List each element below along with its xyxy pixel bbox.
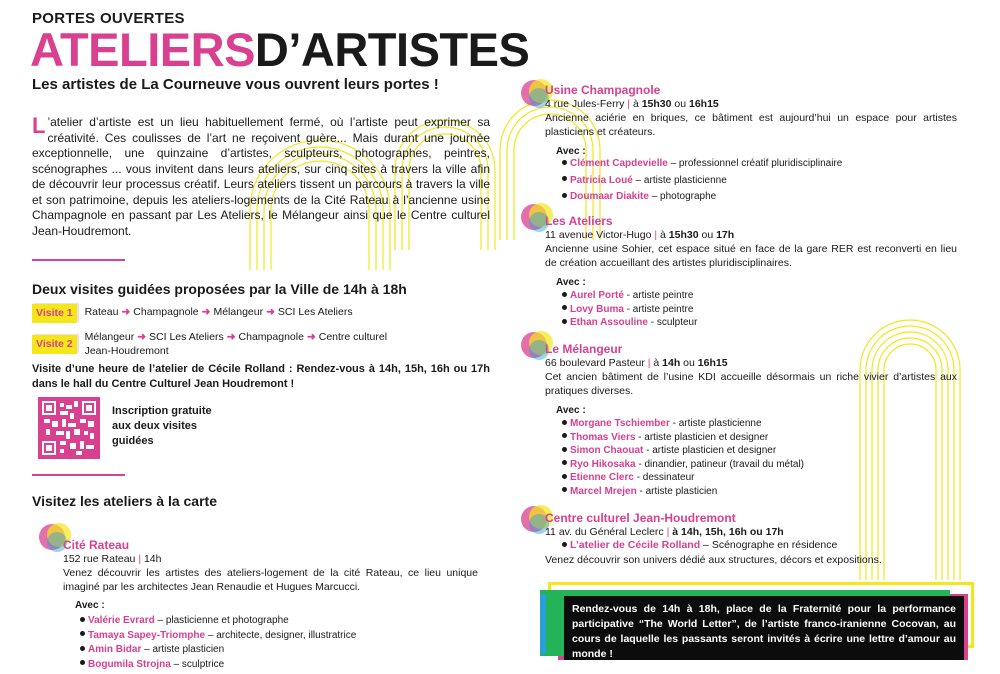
artist-role: – plasticienne et photographe [154, 615, 289, 626]
ateliers-title: Les Ateliers [545, 214, 613, 228]
kicker: PORTES OUVERTES [32, 10, 185, 27]
champagnole-description: Ancienne aciérie en briques, ce bâtiment est aujourd’hui un espace pour artistes plasticiens et créateurs. [545, 112, 957, 138]
list-item [80, 658, 356, 672]
artist-name: Etienne Clerc [570, 472, 634, 483]
artist-name: Thomas Viers [570, 431, 636, 443]
visit-1-route [85, 304, 353, 323]
separator: | [654, 229, 658, 241]
melangeur-description: Cet ancien bâtiment de l’usine KDI accueille désormais un riche vivier d’artistes aux pratiques diverses. [545, 371, 957, 397]
artist-name: Valérie Evrard [88, 615, 155, 626]
list-item [562, 316, 697, 330]
artist-name: Doumaar Diakite [570, 191, 649, 202]
stop-continued: Jean-Houdremont [84, 345, 169, 357]
bullet-icon [562, 460, 567, 465]
bullet-icon [80, 646, 85, 651]
rolland-visit-text: Visite d’une heure de l’atelier de Cécile Rolland : Rendez-vous à 14h, 15h, 16h ou 17h dans le hall du Centre Culturel Jean Houdremont ! [32, 363, 490, 390]
stop: SCI Les Ateliers [149, 331, 224, 343]
bullet-icon [562, 176, 567, 181]
houdremont-title: Centre culturel Jean-Houdremont [545, 511, 736, 525]
houdremont-address-line [545, 526, 784, 538]
page-title [30, 23, 530, 76]
melangeur-address-line [545, 357, 728, 369]
melangeur-address: 66 boulevard Pasteur [545, 357, 645, 369]
visit-2-row [32, 329, 492, 358]
arrow-icon: ➜ [121, 306, 131, 318]
artist-role: - artiste peintre [623, 290, 694, 301]
list-item [562, 157, 842, 171]
list-item [562, 458, 804, 472]
time-b: 16h15 [697, 357, 728, 369]
rateau-description: Venez découvrir les artistes des ateliers-logement de la cité Rateau, ce lieu unique imaginé par les architectes Jean Renaudie et Hugues Marcucci. [63, 567, 478, 593]
bullet-icon [562, 292, 567, 297]
guided-visits-heading: Deux visites guidées proposées par la Ville de 14h à 18h [32, 281, 407, 297]
title-part-ateliers: ATELIERS [30, 23, 255, 76]
artist-name: Marcel Mrejen [570, 485, 637, 497]
artist-role: – artiste plasticienne [632, 174, 727, 186]
bullet-icon [562, 447, 567, 452]
melangeur-title: Le Mélangeur [545, 342, 623, 356]
bullet-icon [562, 160, 567, 165]
artist-name: Simon Chaouat [570, 445, 644, 456]
time-b: 16h15 [689, 98, 719, 110]
ateliers-description: Ancienne usine Sohier, cet espace situé en face de la gare RER est reconverti en lieu de création accueillant des artistes pluridisciplinaires. [545, 243, 957, 269]
time-a: 15h30 [668, 229, 699, 241]
ateliers-artist-list [562, 289, 697, 330]
artist-role: - artiste plasticien et designer [643, 445, 777, 456]
time-or: ou [671, 98, 689, 110]
stop: Centre culturel [318, 331, 388, 343]
separator: | [627, 98, 631, 110]
list-item [562, 417, 804, 431]
houdremont-time: à 14h, 15h, 16h ou 17h [672, 526, 784, 538]
list-item [80, 629, 356, 643]
houdremont-address: 11 av. du Général Leclerc [545, 526, 664, 538]
arrow-icon: ➜ [137, 331, 147, 343]
arrow-icon: ➜ [226, 331, 236, 343]
time-a: 15h30 [641, 98, 672, 110]
performance-box [540, 582, 974, 662]
artist-role: - artiste plasticien [636, 485, 718, 497]
champagnole-artist-list [562, 157, 842, 204]
list-item [80, 614, 356, 628]
bullet-icon [562, 319, 567, 324]
qr-code[interactable] [38, 397, 100, 459]
artist-name: Patricia Loué [570, 174, 633, 186]
list-item [562, 431, 804, 445]
bullet-icon [80, 617, 85, 622]
time-prefix: à [632, 98, 642, 110]
intro-text: ’atelier d’artiste est un lieu habituellement fermé, où l’artiste peut exprimer sa créativité. Ces coulisses de l’art ne reçoivent guère... Mais durant une journée exceptionnelle, une quinzaine d’artistes, sculpteurs, photographes, peintres, scénographes ... vous invitent dans leurs ateliers, sur cinq sites à travers la ville afin de découvrir leur processus créatif. Leurs ateliers tissent un parcours à travers la ville et son patrimoine, depuis les ateliers-logements de la Cité Rateau à l’ancienne usine Champagnole en passant par Les Ateliers, le Mélangeur ainsi que le Centre culturel Jean-Houdremont. [32, 115, 490, 238]
artist-name: Bogumila Strojna [88, 658, 171, 670]
artist-role: - dessinateur [633, 472, 695, 483]
visit-2-route [85, 329, 387, 358]
artist-name: Ryo Hikosaka [570, 458, 636, 470]
performance-text: Rendez-vous de 14h à 18h, place de la Fraternité pour la performance participative “The World Letter”, de l’artiste franco-iranienne Cocovan, au cours de laquelle les passants seront invités à écrire une lettre d’amour au monde ! [564, 596, 964, 660]
visit-1-badge: Visite 1 [32, 304, 77, 323]
stop: Mélangeur [84, 331, 135, 343]
intro-paragraph [32, 115, 490, 239]
frame-cyan [540, 594, 546, 654]
time-or: ou [698, 229, 717, 241]
artist-name: Tamaya Sapey-Triomphe [88, 629, 206, 641]
separator: | [138, 553, 142, 565]
artist-role: - artiste plasticienne [669, 418, 762, 429]
list-item [562, 444, 804, 458]
artist-name: Morgane Tschiember [570, 418, 670, 429]
bullet-icon [80, 631, 85, 636]
champagnole-address: 4 rue Jules-Ferry [545, 98, 625, 110]
champagnole-address-line [545, 98, 719, 110]
arrow-icon: ➜ [201, 306, 211, 318]
time-prefix: à [660, 229, 669, 241]
artist-role: - artiste plasticien et designer [635, 431, 769, 443]
stop: Champagnole [133, 306, 199, 318]
artist-role: - sculpteur [647, 317, 698, 328]
list-item [562, 471, 804, 485]
champagnole-title: Usine Champagnole [545, 83, 661, 97]
rateau-time: 14h [143, 553, 162, 565]
bullet-icon [562, 420, 567, 425]
arrow-icon: ➜ [266, 306, 275, 318]
dropcap: L [32, 113, 46, 138]
rateau-address-line [63, 553, 162, 565]
list-item [562, 485, 804, 499]
time-or: ou [680, 357, 698, 369]
rateau-avec: Avec : [75, 600, 105, 611]
qr-code-icon [42, 401, 96, 455]
artist-role: – artiste plasticien [141, 644, 225, 655]
artist-name: Ethan Assouline [570, 317, 648, 328]
bullet-icon [562, 433, 567, 438]
bullet-icon [80, 660, 85, 665]
subtitle: Les artistes de La Courneuve vous ouvrent leurs portes ! [32, 76, 439, 93]
divider [32, 474, 125, 476]
time-b: 17h [716, 229, 735, 241]
bullet-icon [562, 474, 567, 479]
stop: Mélangeur [213, 306, 264, 318]
rateau-artist-list [80, 614, 356, 671]
list-item [562, 190, 842, 204]
ateliers-avec: Avec : [556, 277, 586, 288]
stop: Rateau [84, 306, 119, 318]
artist-name: L’atelier de Cécile Rolland [570, 539, 701, 551]
time-a: 14h [662, 357, 681, 369]
separator: | [666, 526, 670, 538]
separator: | [647, 357, 651, 369]
melangeur-avec: Avec : [556, 405, 586, 416]
stop: SCI Les Ateliers [277, 306, 353, 318]
rateau-address: 152 rue Rateau [63, 553, 136, 565]
artist-role: - dinandier, patineur (travail du métal) [635, 458, 805, 470]
artist-role: - artiste peintre [623, 303, 694, 315]
carte-heading: Visitez les ateliers à la carte [32, 493, 217, 509]
artist-name: Clément Capdevielle [570, 158, 668, 169]
inscription-text: Inscription gratuite aux deux visites guidées [112, 405, 212, 447]
list-item [562, 289, 697, 303]
artist-role: – Scénographe en résidence [700, 539, 838, 551]
visit-1-row [32, 304, 492, 323]
bullet-icon [562, 542, 567, 547]
list-item [80, 643, 356, 657]
bullet-icon [562, 487, 567, 492]
artist-name: Aurel Porté [570, 290, 624, 301]
melangeur-artist-list [562, 417, 804, 498]
artist-role: – photographe [648, 191, 717, 202]
artist-name: Lovy Buma [570, 303, 624, 315]
visit-2-badge: Visite 2 [32, 335, 77, 354]
houdremont-artist [562, 539, 837, 553]
artist-name: Amin Bidar [88, 644, 142, 655]
artist-role: – sculptrice [170, 658, 225, 670]
rateau-title: Cité Rateau [63, 538, 130, 552]
champagnole-avec: Avec : [556, 146, 586, 157]
divider [32, 259, 125, 261]
list-item [562, 174, 842, 188]
artist-role: – architecte, designer, illustratrice [205, 629, 357, 641]
artist-role: – professionnel créatif pluridisciplinaire [667, 158, 843, 169]
title-part-artistes: D’ARTISTES [254, 23, 530, 76]
ateliers-address-line [545, 229, 734, 241]
bullet-icon [562, 305, 567, 310]
arrow-icon: ➜ [306, 331, 316, 343]
bullet-icon [562, 193, 567, 198]
list-item [562, 303, 697, 317]
time-prefix: à [653, 357, 663, 369]
stop: Champagnole [238, 331, 304, 343]
ateliers-address: 11 avenue Victor-Hugo [545, 229, 652, 241]
houdremont-description: Venez découvrir son univers dédié aux structures, décors et expositions. [545, 554, 882, 566]
